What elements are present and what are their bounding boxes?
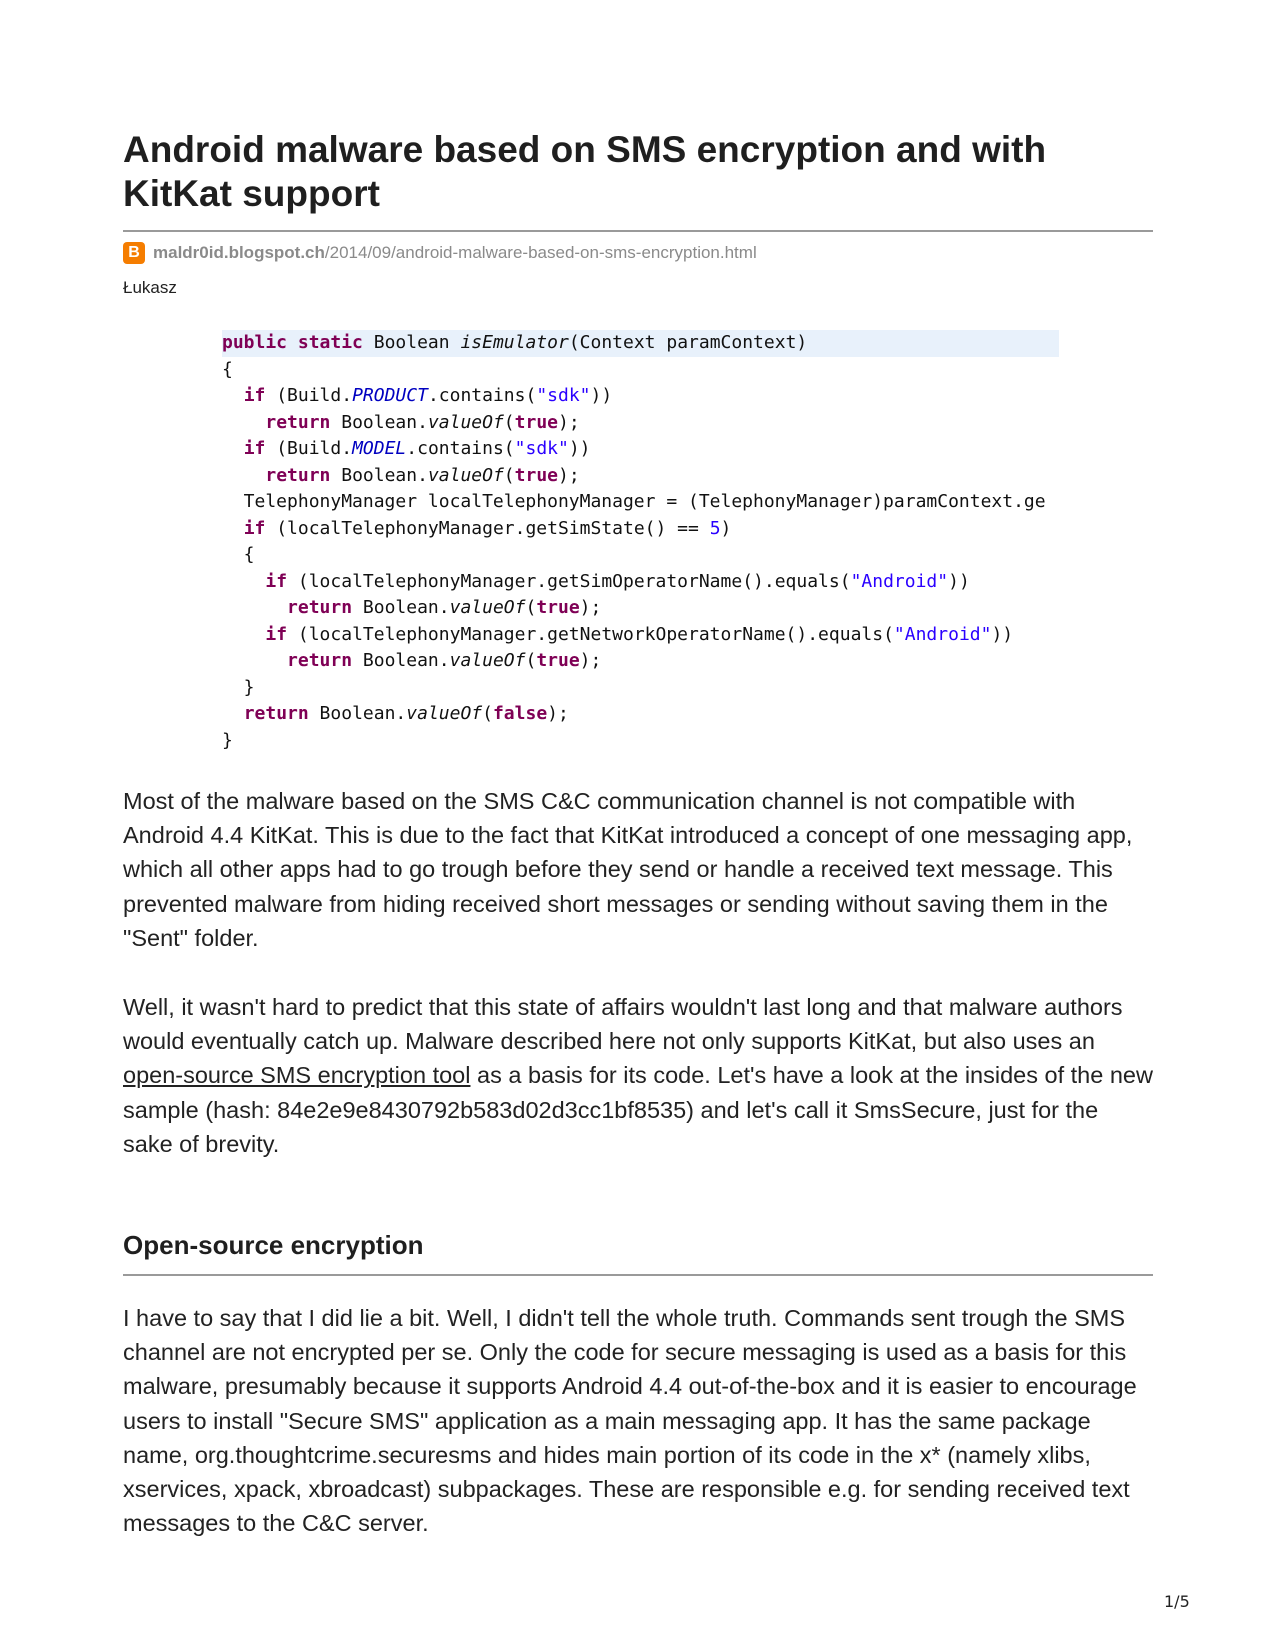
paragraph-third [123, 1301, 1153, 1540]
page-title: Android malware based on SMS encryption and with KitKat support [123, 129, 1047, 214]
code-token: )) [991, 623, 1014, 645]
paragraph-intro [123, 784, 1153, 955]
code-line [222, 516, 1059, 543]
code-token: (Build. [265, 385, 353, 406]
section-divider [123, 1274, 1153, 1276]
code-token: return [287, 650, 353, 671]
code-token: return [265, 411, 331, 433]
code-token: PRODUCT [352, 385, 428, 406]
code-line [222, 357, 1059, 384]
code-token: .contains( [427, 385, 537, 406]
code-token [222, 385, 244, 406]
article-header [123, 128, 1153, 298]
code-screenshot [222, 330, 1059, 755]
code-token: ); [547, 703, 569, 724]
code-token [222, 412, 265, 433]
code-token: "sdk" [514, 438, 569, 459]
paragraph-second [123, 990, 1153, 1161]
code-token: Boolean. [352, 650, 450, 671]
code-token: "sdk" [536, 385, 591, 406]
code-token [222, 438, 244, 459]
code-token: Boolean. [352, 597, 450, 618]
code-token: false [492, 703, 548, 724]
code-line [222, 675, 1059, 702]
code-line [222, 463, 1059, 490]
code-token: TelephonyManager localTelephonyManager = (TelephonyManager)paramContext.ge [222, 491, 1046, 512]
code-token: valueOf [449, 650, 526, 671]
code-token: isEmulator [460, 332, 569, 353]
source-domain: maldr0id.blogspot.ch [153, 243, 325, 262]
code-token: return [287, 597, 353, 618]
paragraph-3-text: I have to say that I did lie a bit. Well, I didn't tell the whole truth. Commands sent trough the SMS channel are not encrypted per se. Only the code for secure messaging is used as a basis for this malware, presumably because it supports Android 4.4 out-of-the-box and it is easier to encourage users to install "Secure SMS" application as a main messaging app. It has the same package name, org.thoughtcrime.securesms and hides main portion of its code in the x* (namely xlibs, xservices, xpack, xbroadcast) subpackages. These are responsible e.g. for sending received text messages to the C&C server. [123, 1305, 1137, 1537]
page-number: 1/5 [1164, 1592, 1190, 1611]
code-token [222, 650, 287, 671]
code-token: ( [503, 411, 515, 433]
code-token: true [514, 411, 558, 433]
code-token: if [265, 623, 288, 645]
code-token: ( [503, 464, 515, 486]
code-token: (Context paramContext) [568, 332, 808, 353]
paragraph-2-before: Well, it wasn't hard to predict that this state of affairs wouldn't last long and that malware authors would eventually catch up. Malware described here not only supports KitKat, but also uses an [123, 994, 1123, 1055]
code-token: public [222, 332, 288, 353]
blogger-icon: B [123, 242, 145, 264]
code-token: ); [579, 597, 602, 618]
code-token: } [222, 676, 255, 698]
code-token: true [514, 464, 558, 486]
code-token: (localTelephonyManager.getSimState() == [265, 517, 710, 539]
code-token: } [222, 729, 233, 751]
code-token: ( [525, 597, 537, 618]
paragraph-2-text [123, 990, 1153, 1161]
code-token: ); [558, 411, 580, 433]
code-line [222, 569, 1059, 596]
title-divider [123, 230, 1153, 232]
code-line [222, 330, 1059, 357]
code-token [222, 703, 244, 724]
code-token: .contains( [406, 438, 515, 459]
sms-encryption-tool-link[interactable]: open-source SMS encryption tool [123, 1062, 471, 1089]
code-token: { [222, 544, 255, 565]
code-token: 5 [709, 517, 721, 539]
source-url-link[interactable] [153, 243, 757, 263]
code-token: "Android" [893, 623, 992, 645]
source-line [123, 242, 1153, 264]
code-line [222, 595, 1059, 622]
code-token: )) [590, 385, 613, 406]
code-line [222, 648, 1059, 675]
paragraph-2-after: as a basis for its code. Let's have a look at the insides of the new sample (hash: 84e2e9e8430792b583d02d3cc1bf8535) and let's call it SmsSecure, just for the sake of brevity. [123, 1062, 1153, 1157]
paragraph-1-text: Most of the malware based on the SMS C&C communication channel is not compatible with Android 4.4 KitKat. This is due to the fact that KitKat introduced a concept of one messaging app, which all other apps had to go trough before they send or handle a received text message. This prevented malware from hiding received short messages or sending without saving them in the "Sent" folder. [123, 788, 1133, 951]
code-line [222, 701, 1059, 728]
code-token: MODEL [352, 438, 407, 459]
code-token: ( [525, 650, 537, 671]
code-token: if [265, 570, 288, 592]
code-token: valueOf [427, 411, 504, 433]
code-token: valueOf [449, 597, 526, 618]
code-token: valueOf [427, 464, 504, 486]
source-path: /2014/09/android-malware-based-on-sms-encryption.html [324, 243, 757, 262]
code-token: if [243, 517, 266, 539]
code-token: true [536, 650, 580, 671]
code-token: ( [482, 703, 493, 724]
code-token: if [243, 385, 266, 406]
code-token [222, 518, 244, 539]
code-token: (localTelephonyManager.getSimOperatorName().equals( [287, 570, 851, 592]
code-token [222, 465, 265, 486]
code-line [222, 410, 1059, 437]
code-token: Boolean. [330, 411, 428, 433]
code-token: return [265, 464, 331, 486]
code-token [287, 332, 298, 353]
code-token: (Build. [265, 438, 353, 459]
code-line [222, 542, 1059, 569]
code-line [222, 728, 1059, 755]
code-token: if [243, 438, 266, 459]
code-token [222, 571, 265, 592]
code-token: (localTelephonyManager.getNetworkOperatorName().equals( [287, 623, 894, 645]
author-name: Łukasz [123, 278, 177, 297]
code-token: return [243, 703, 309, 724]
code-token: )) [948, 570, 970, 592]
code-token: true [536, 597, 580, 618]
code-token [222, 597, 287, 618]
code-token: "Android" [850, 570, 949, 592]
code-token: Boolean. [330, 464, 428, 486]
code-token: ); [558, 464, 580, 486]
code-token: static [297, 332, 363, 353]
code-line [222, 622, 1059, 649]
code-token: Boolean. [308, 703, 407, 724]
section-heading: Open-source encryption [123, 1230, 424, 1260]
code-token: { [222, 358, 233, 380]
code-line [222, 383, 1059, 410]
code-token: ); [579, 650, 602, 671]
code-line [222, 489, 1059, 516]
code-token: )) [568, 438, 591, 459]
code-token: ) [720, 517, 732, 539]
code-token: valueOf [406, 703, 483, 724]
code-token: Boolean [362, 332, 461, 353]
code-line [222, 436, 1059, 463]
code-token [222, 624, 265, 645]
